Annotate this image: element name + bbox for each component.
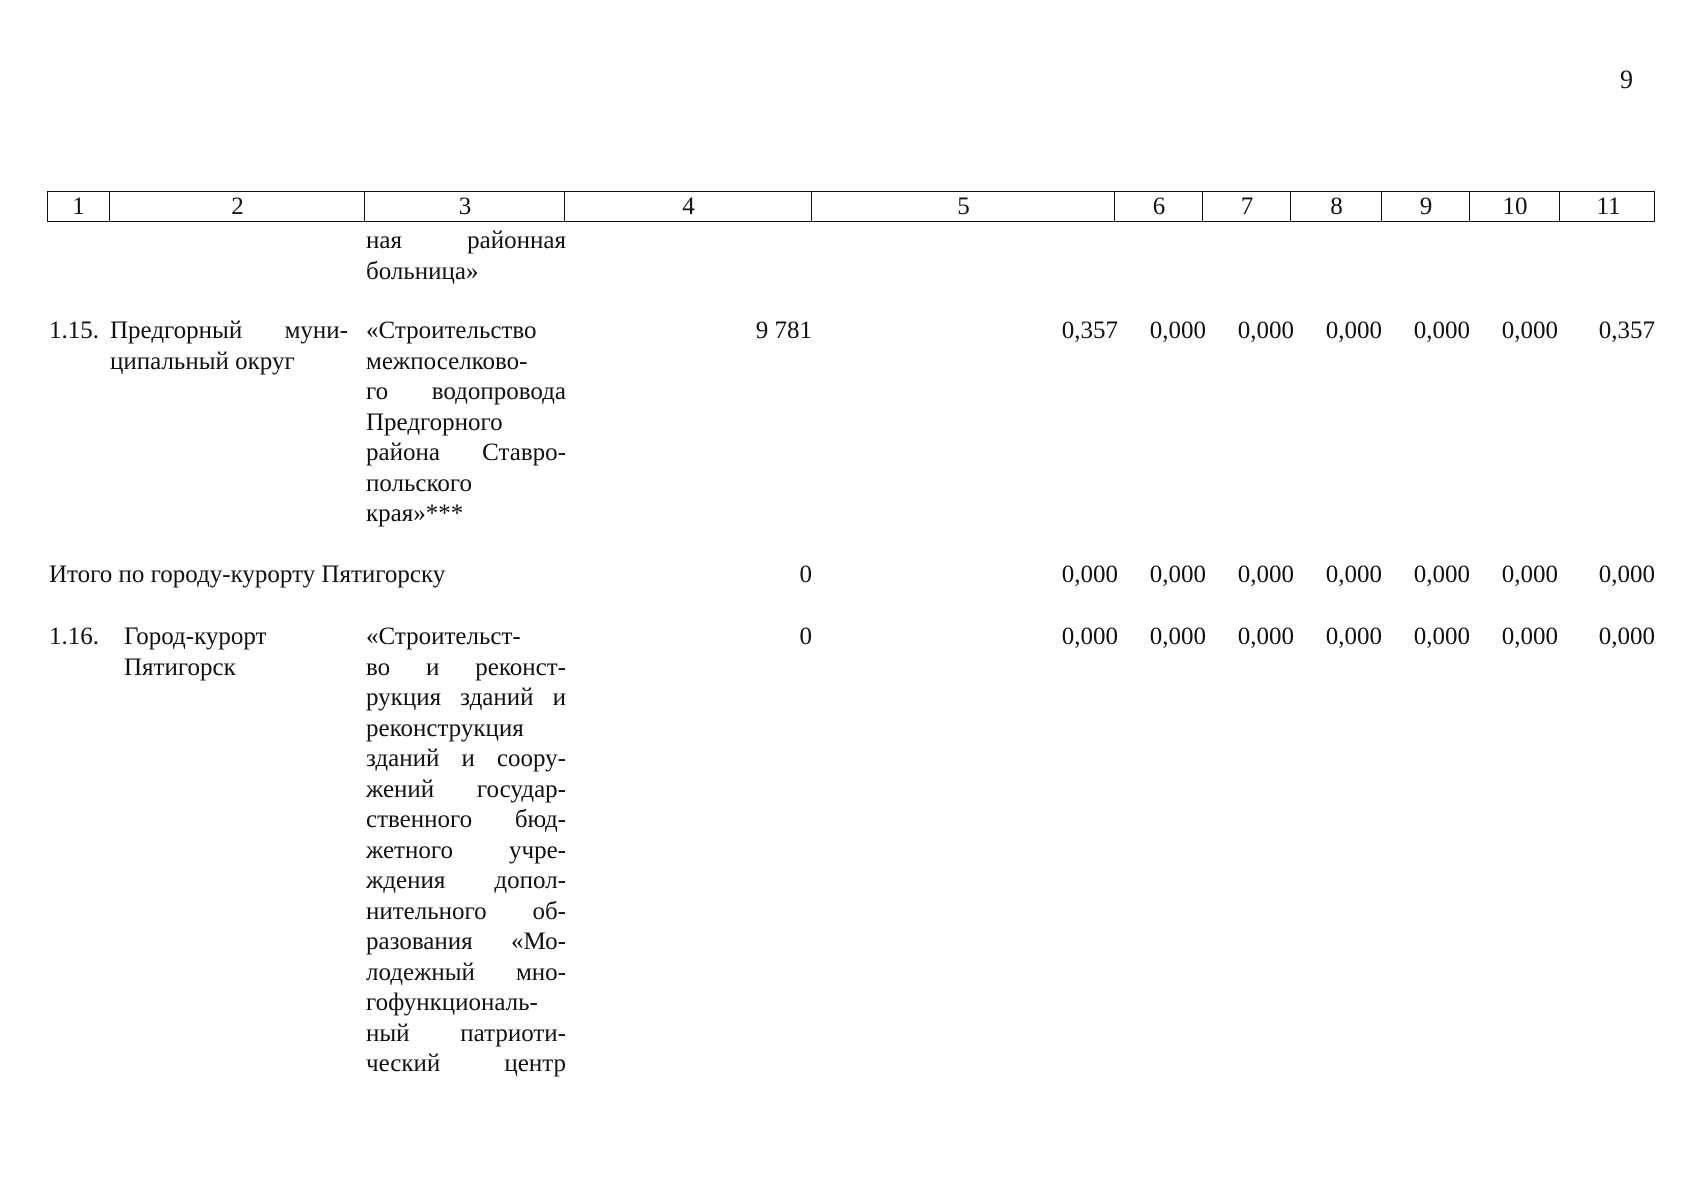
object-name <box>366 622 566 1080</box>
text-line: жений государ- <box>366 775 566 803</box>
text-line: Пятигорск <box>124 653 236 681</box>
total-values-row <box>0 560 1697 590</box>
table-header <box>47 191 1655 222</box>
header-col-8: 8 <box>1290 192 1382 221</box>
text-line: района Ставро- <box>366 439 566 466</box>
cell-col6: 0,000 <box>1061 561 1118 588</box>
cell-col7: 0,000 <box>1149 317 1206 344</box>
text-line: реконструкция <box>366 714 524 742</box>
row-number: 1.16. <box>49 623 99 650</box>
text-line: «Строительство <box>366 317 537 344</box>
cell-col6: 0,357 <box>1061 317 1118 344</box>
cell-col11: 0,000 <box>1501 623 1558 650</box>
text-line: нительного об- <box>366 897 566 925</box>
cell-col10: 0,000 <box>1413 623 1470 650</box>
text-line: ный патриоти- <box>366 1019 566 1047</box>
header-col-4: 4 <box>564 192 812 221</box>
cell-col11: 0,000 <box>1501 317 1558 344</box>
object-name <box>366 316 566 530</box>
header-col-7: 7 <box>1202 192 1291 221</box>
header-col-11: 11 <box>1559 192 1657 221</box>
header-col-6: 6 <box>1114 192 1203 221</box>
cell-col9: 0,000 <box>1325 317 1382 344</box>
cell-col9: 0,000 <box>1325 561 1382 588</box>
cell-col7: 0,000 <box>1149 561 1206 588</box>
header-col-9: 9 <box>1381 192 1470 221</box>
cell-col10: 0,000 <box>1413 317 1470 344</box>
page-number: 9 <box>1620 65 1633 94</box>
cell-col7: 0,000 <box>1149 623 1206 650</box>
header-col-10: 10 <box>1469 192 1560 221</box>
text-line: лодежный мно- <box>366 958 566 986</box>
cell-col8: 0,000 <box>1237 561 1294 588</box>
cell-col4: 9 781 <box>755 317 812 344</box>
text-line: гофункциональ- <box>366 989 538 1016</box>
text-line: Предгорный муни- <box>110 317 348 344</box>
values-row <box>0 622 1697 652</box>
header-col-5: 5 <box>811 192 1115 221</box>
values-row <box>0 316 1697 346</box>
text-line: ждения допол- <box>366 867 566 894</box>
text-line: «Строительст- <box>366 623 521 650</box>
cell-col10: 0,000 <box>1413 561 1470 588</box>
text-line: ческий центр <box>366 1050 566 1077</box>
cell-col12: 0,000 <box>1598 623 1655 650</box>
cell-col9: 0,000 <box>1325 623 1382 650</box>
text-line: жетного учре- <box>366 836 566 864</box>
text-line: больница» <box>366 257 479 285</box>
cell-col8: 0,000 <box>1237 623 1294 650</box>
text-line: польского <box>366 469 473 497</box>
header-col-1: 1 <box>72 192 85 220</box>
cell-col4: 0 <box>799 561 812 588</box>
text-line: Предгорного <box>366 408 503 436</box>
continuation-col3 <box>366 226 566 287</box>
text-line: рукция зданий и <box>366 684 566 711</box>
text-line: края»*** <box>366 500 464 527</box>
header-col-2: 2 <box>109 192 365 221</box>
text-line: ципальный округ <box>110 347 295 375</box>
text-line: разования «Мо- <box>366 928 566 955</box>
cell-col6: 0,000 <box>1061 623 1118 650</box>
cell-col11: 0,000 <box>1501 561 1558 588</box>
cell-col8: 0,000 <box>1237 317 1294 344</box>
text-line: ственного бюд- <box>366 806 566 833</box>
text-line: ная районная <box>366 227 566 254</box>
row-number: 1.15. <box>49 317 99 344</box>
header-col-3: 3 <box>364 192 565 221</box>
text-line: межпоселково- <box>366 347 528 375</box>
text-line: во и реконст- <box>366 653 566 681</box>
text-line: Город-курорт <box>124 623 267 650</box>
cell-col12: 0,357 <box>1598 317 1655 344</box>
text-line: го водопровода <box>366 378 566 405</box>
cell-col12: 0,000 <box>1598 561 1655 588</box>
total-label: Итого по городу-курорту Пятигорску <box>49 561 446 588</box>
cell-col4: 0 <box>799 623 812 650</box>
text-line: зданий и соору- <box>366 745 566 772</box>
